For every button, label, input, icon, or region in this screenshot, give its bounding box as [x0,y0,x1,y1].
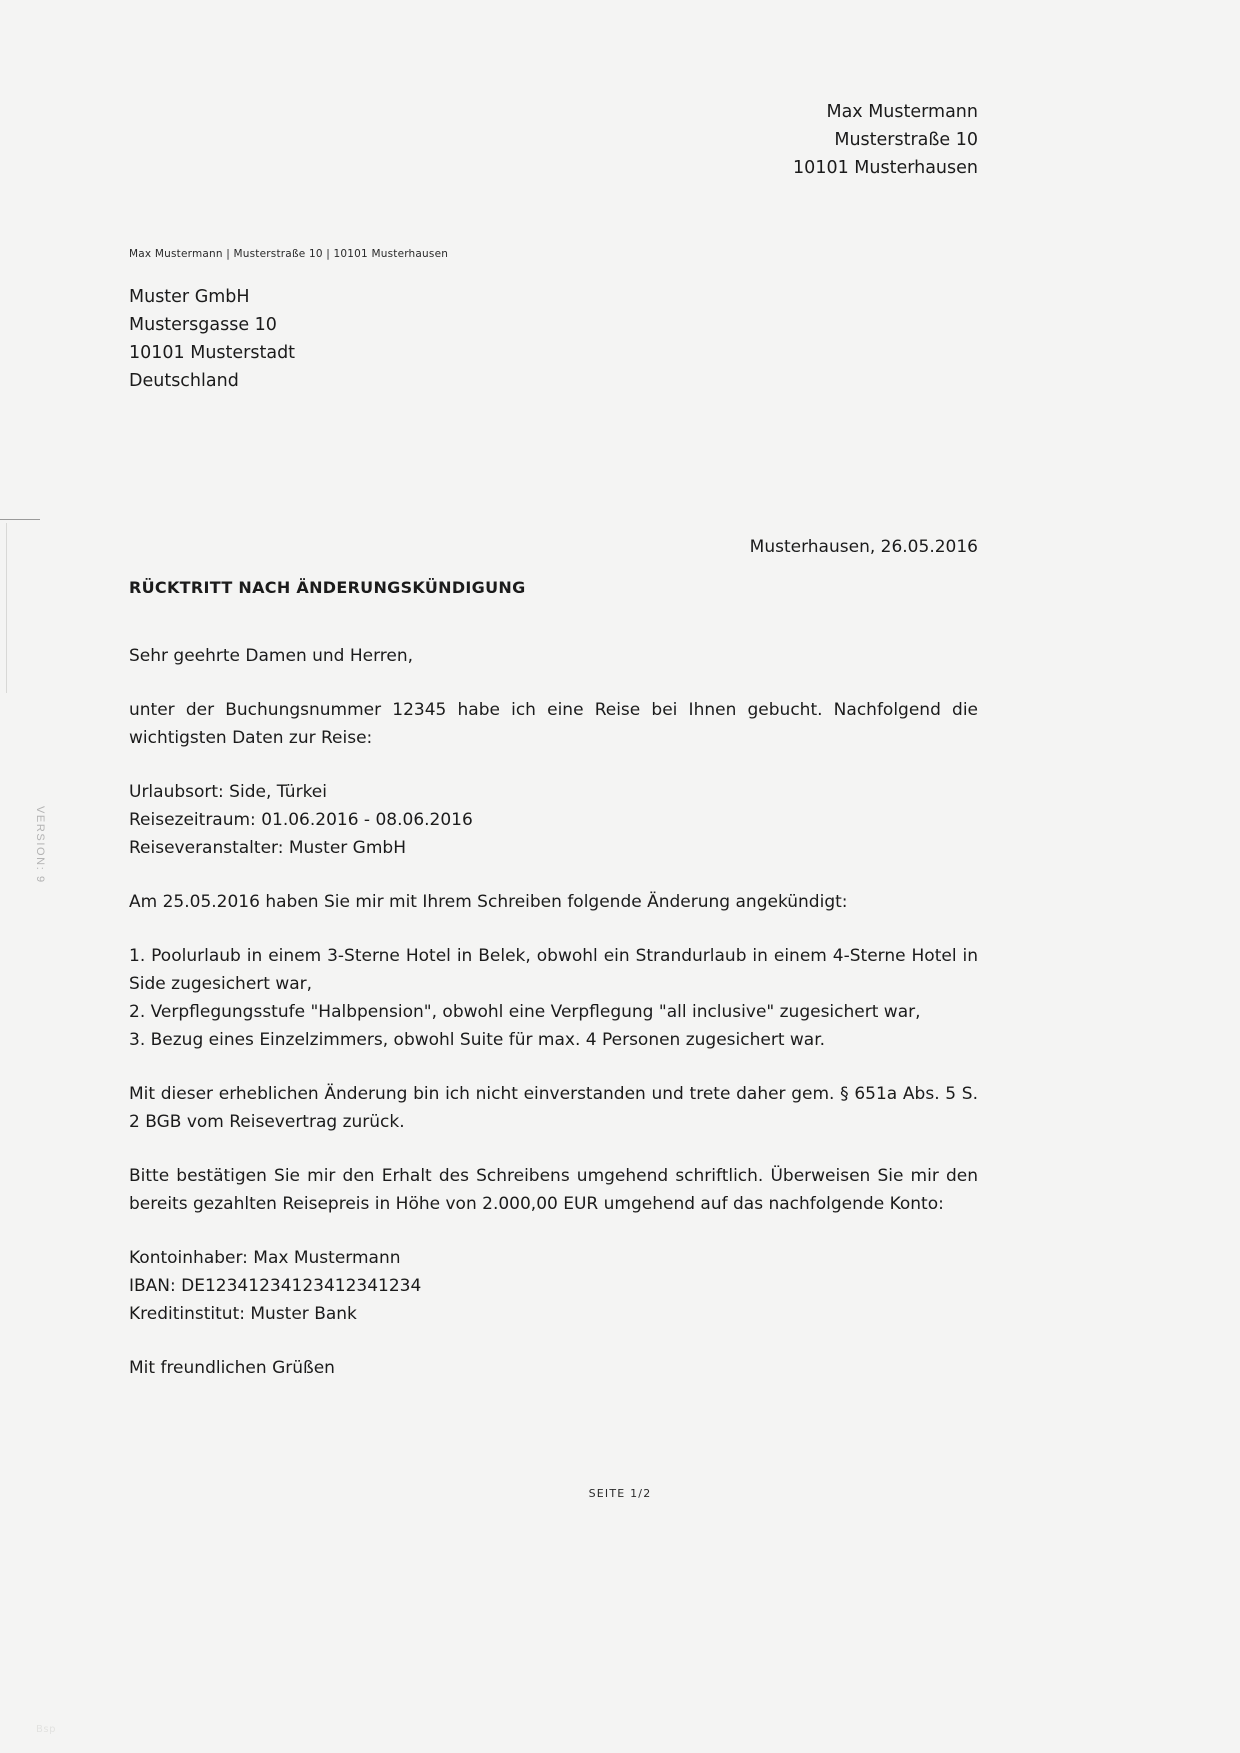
sender-address-block [793,98,978,182]
bank-iban: IBAN: DE12341234123412341234 [129,1276,422,1296]
watermark: Bsp [36,1724,56,1735]
bank-institute: Kreditinstitut: Muster Bank [129,1304,357,1324]
trip-detail-period: Reisezeitraum: 01.06.2016 - 08.06.2016 [129,810,473,830]
bank-account-holder: Kontoinhaber: Max Mustermann [129,1248,401,1268]
change-item-1: 1. Poolurlaub in einem 3-Sterne Hotel in Belek, obwohl ein Strandurlaub in einem 4-Sterne Hotel in Side zugesichert war, [129,946,978,994]
trip-details-block [129,778,978,862]
closing-salutation: Mit freundlichen Grüßen [129,1358,335,1378]
sender-name: Max Mustermann [826,102,978,122]
sender-city: 10101 Musterhausen [793,158,978,178]
trip-detail-location: Urlaubsort: Side, Türkei [129,782,327,802]
fold-mark-top [0,519,40,520]
intro-paragraph: unter der Buchungsnummer 12345 habe ich eine Reise bei Ihnen gebucht. Nachfolgend die wichtigsten Daten zur Reise: [129,700,978,748]
recipient-address-block [129,283,295,395]
announcement-paragraph: Am 25.05.2016 haben Sie mir mit Ihrem Schreiben folgende Änderung angekündigt: [129,892,848,912]
subject-heading: RÜCKTRITT NACH ÄNDERUNGSKÜNDIGUNG [129,578,526,597]
version-label: VERSION: 9 [34,806,46,884]
sender-street: Musterstraße 10 [834,130,978,150]
bank-details-block [129,1244,978,1328]
letter-body [129,642,978,1408]
return-address-line: Max Mustermann | Musterstraße 10 | 10101 Musterhausen [129,248,449,260]
page-indicator: SEITE 1/2 [588,1487,652,1500]
recipient-city: 10101 Musterstadt [129,343,296,363]
date-line: Musterhausen, 26.05.2016 [749,537,978,557]
refund-request-paragraph: Bitte bestätigen Sie mir den Erhalt des Schreibens umgehend schriftlich. Überweisen Sie mir den bereits gezahlten Reisepreis in Höhe von 2.000,00 EUR umgehend auf das nachfolgende Konto: [129,1166,978,1214]
change-item-2: 2. Verpflegungsstufe "Halbpension", obwohl eine Verpflegung "all inclusive" zugesichert war, [129,1002,921,1022]
withdrawal-paragraph: Mit dieser erheblichen Änderung bin ich nicht einverstanden und trete daher gem. § 651a Abs. 5 S. 2 BGB vom Reisevertrag zurück. [129,1084,978,1132]
punch-mark [6,523,7,693]
trip-detail-operator: Reiseveranstalter: Muster GmbH [129,838,406,858]
salutation: Sehr geehrte Damen und Herren, [129,646,414,666]
change-item-3: 3. Bezug eines Einzelzimmers, obwohl Suite für max. 4 Personen zugesichert war. [129,1030,826,1050]
recipient-country: Deutschland [129,371,239,391]
recipient-company: Muster GmbH [129,287,250,307]
recipient-street: Mustersgasse 10 [129,315,277,335]
